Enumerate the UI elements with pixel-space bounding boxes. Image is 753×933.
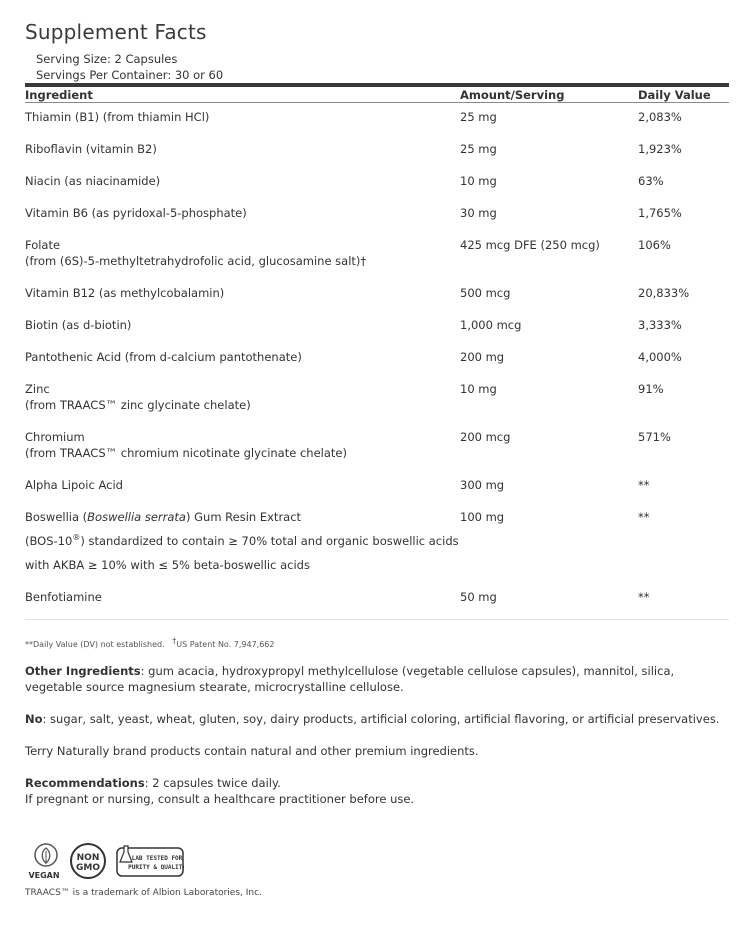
- ingredient-amount: 200 mcg: [460, 430, 511, 444]
- footnote: **Daily Value (DV) not established. †US Patent No. 7,947,662: [25, 636, 275, 649]
- ingredient-daily-value: 4,000%: [638, 350, 682, 364]
- ingredient-amount: 1,000 mcg: [460, 318, 522, 332]
- ingredient-daily-value: 91%: [638, 382, 664, 396]
- trademark-note: TRAACS™ is a trademark of Albion Laboratories, Inc.: [25, 888, 262, 898]
- ingredient-daily-value: **: [638, 510, 650, 524]
- ingredient-name: Chromium: [25, 430, 85, 444]
- ingredient-name: Folate: [25, 238, 61, 252]
- ingredient-daily-value: **: [638, 478, 650, 492]
- non-gmo-seal-icon: [68, 842, 108, 882]
- lab-tested-label: LAB TESTED FOR: [131, 855, 183, 862]
- ingredient-amount: 300 mg: [460, 478, 505, 492]
- ingredient-daily-value: 106%: [638, 238, 671, 252]
- boswellia-akba: with AKBA ≥ 10% with ≤ 5% beta-boswellic acids: [25, 558, 310, 572]
- ingredient-amount: 25 mg: [460, 110, 497, 124]
- ingredient-daily-value: 1,923%: [638, 142, 682, 156]
- boswellia-standardization: (BOS-10®) standardized to contain ≥ 70% total and organic boswellic acids: [25, 533, 459, 548]
- vegan-label: VEGAN: [28, 871, 60, 880]
- ingredient-daily-value: 20,833%: [638, 286, 690, 300]
- top-divider: [25, 83, 729, 87]
- ingredient-name: Biotin (as d-biotin): [25, 318, 132, 332]
- ingredient-name: Zinc: [25, 382, 50, 396]
- header-ingredient: Ingredient: [25, 88, 93, 102]
- page-title: Supplement Facts: [25, 20, 207, 44]
- non-gmo-badge: [68, 842, 108, 886]
- ingredient-amount: 10 mg: [460, 382, 497, 396]
- purity-quality-label: PURITY & QUALITY: [128, 864, 184, 871]
- lab-flask-icon: [116, 842, 184, 878]
- ingredient-name: Thiamin (B1) (from thiamin HCl): [25, 110, 210, 124]
- other-ingredients: Other Ingredients: gum acacia, hydroxypropyl methylcellulose (vegetable cellulose capsules), mannitol, silica, vegetable source magnesium stearate, microcrystalline cellulose.: [25, 664, 675, 694]
- free-from: No: sugar, salt, yeast, wheat, gluten, soy, dairy products, artificial coloring, artificial flavoring, or artificial preservatives.: [25, 712, 720, 726]
- ingredient-source: (from TRAACS™ chromium nicotinate glycinate chelate): [25, 446, 347, 460]
- ingredient-amount: 100 mg: [460, 510, 505, 524]
- servings-per-container: Servings Per Container: 30 or 60: [36, 68, 224, 82]
- ingredient-amount: 10 mg: [460, 174, 497, 188]
- ingredient-amount: 30 mg: [460, 206, 497, 220]
- ingredient-name: Benfotiamine: [25, 590, 102, 604]
- ingredient-daily-value: **: [638, 590, 650, 604]
- ingredient-daily-value: 2,083%: [638, 110, 682, 124]
- recommendations: Recommendations: 2 capsules twice daily.: [25, 776, 281, 790]
- header-daily-value: Daily Value: [638, 88, 711, 102]
- ingredient-amount: 200 mg: [460, 350, 505, 364]
- ingredient-amount: 500 mcg: [460, 286, 511, 300]
- ingredient-name: Vitamin B6 (as pyridoxal-5-phosphate): [25, 206, 247, 220]
- ingredient-source: (from TRAACS™ zinc glycinate chelate): [25, 398, 251, 412]
- ingredient-name: Boswellia (Boswellia serrata) Gum Resin Extract: [25, 510, 302, 524]
- ingredient-daily-value: 3,333%: [638, 318, 682, 332]
- table-end-divider: [25, 619, 729, 620]
- ingredient-source: (from (6S)-5-methyltetrahydrofolic acid, glucosamine salt)†: [25, 254, 367, 268]
- gmo-label: GMO: [76, 863, 100, 873]
- serving-size: Serving Size: 2 Capsules: [36, 52, 178, 66]
- ingredient-daily-value: 63%: [638, 174, 664, 188]
- lab-tested-badge: [116, 842, 184, 882]
- header-amount: Amount/Serving: [460, 88, 565, 102]
- brand-note: Terry Naturally brand products contain natural and other premium ingredients.: [25, 744, 479, 758]
- non-label: NON: [76, 853, 100, 863]
- ingredient-name: Niacin (as niacinamide): [25, 174, 161, 188]
- leaf-icon: [25, 842, 63, 882]
- ingredient-amount: 425 mcg DFE (250 mcg): [460, 238, 600, 252]
- ingredient-amount: 25 mg: [460, 142, 497, 156]
- ingredient-name: Alpha Lipoic Acid: [25, 478, 123, 492]
- ingredient-name: Riboflavin (vitamin B2): [25, 142, 157, 156]
- ingredient-amount: 50 mg: [460, 590, 497, 604]
- header-divider: [25, 102, 729, 103]
- ingredient-daily-value: 571%: [638, 430, 671, 444]
- ingredient-name: Vitamin B12 (as methylcobalamin): [25, 286, 225, 300]
- vegan-badge: [25, 842, 63, 886]
- ingredient-name: Pantothenic Acid (from d-calcium pantothenate): [25, 350, 302, 364]
- pregnancy-warning: If pregnant or nursing, consult a healthcare practitioner before use.: [25, 792, 415, 806]
- ingredient-daily-value: 1,765%: [638, 206, 682, 220]
